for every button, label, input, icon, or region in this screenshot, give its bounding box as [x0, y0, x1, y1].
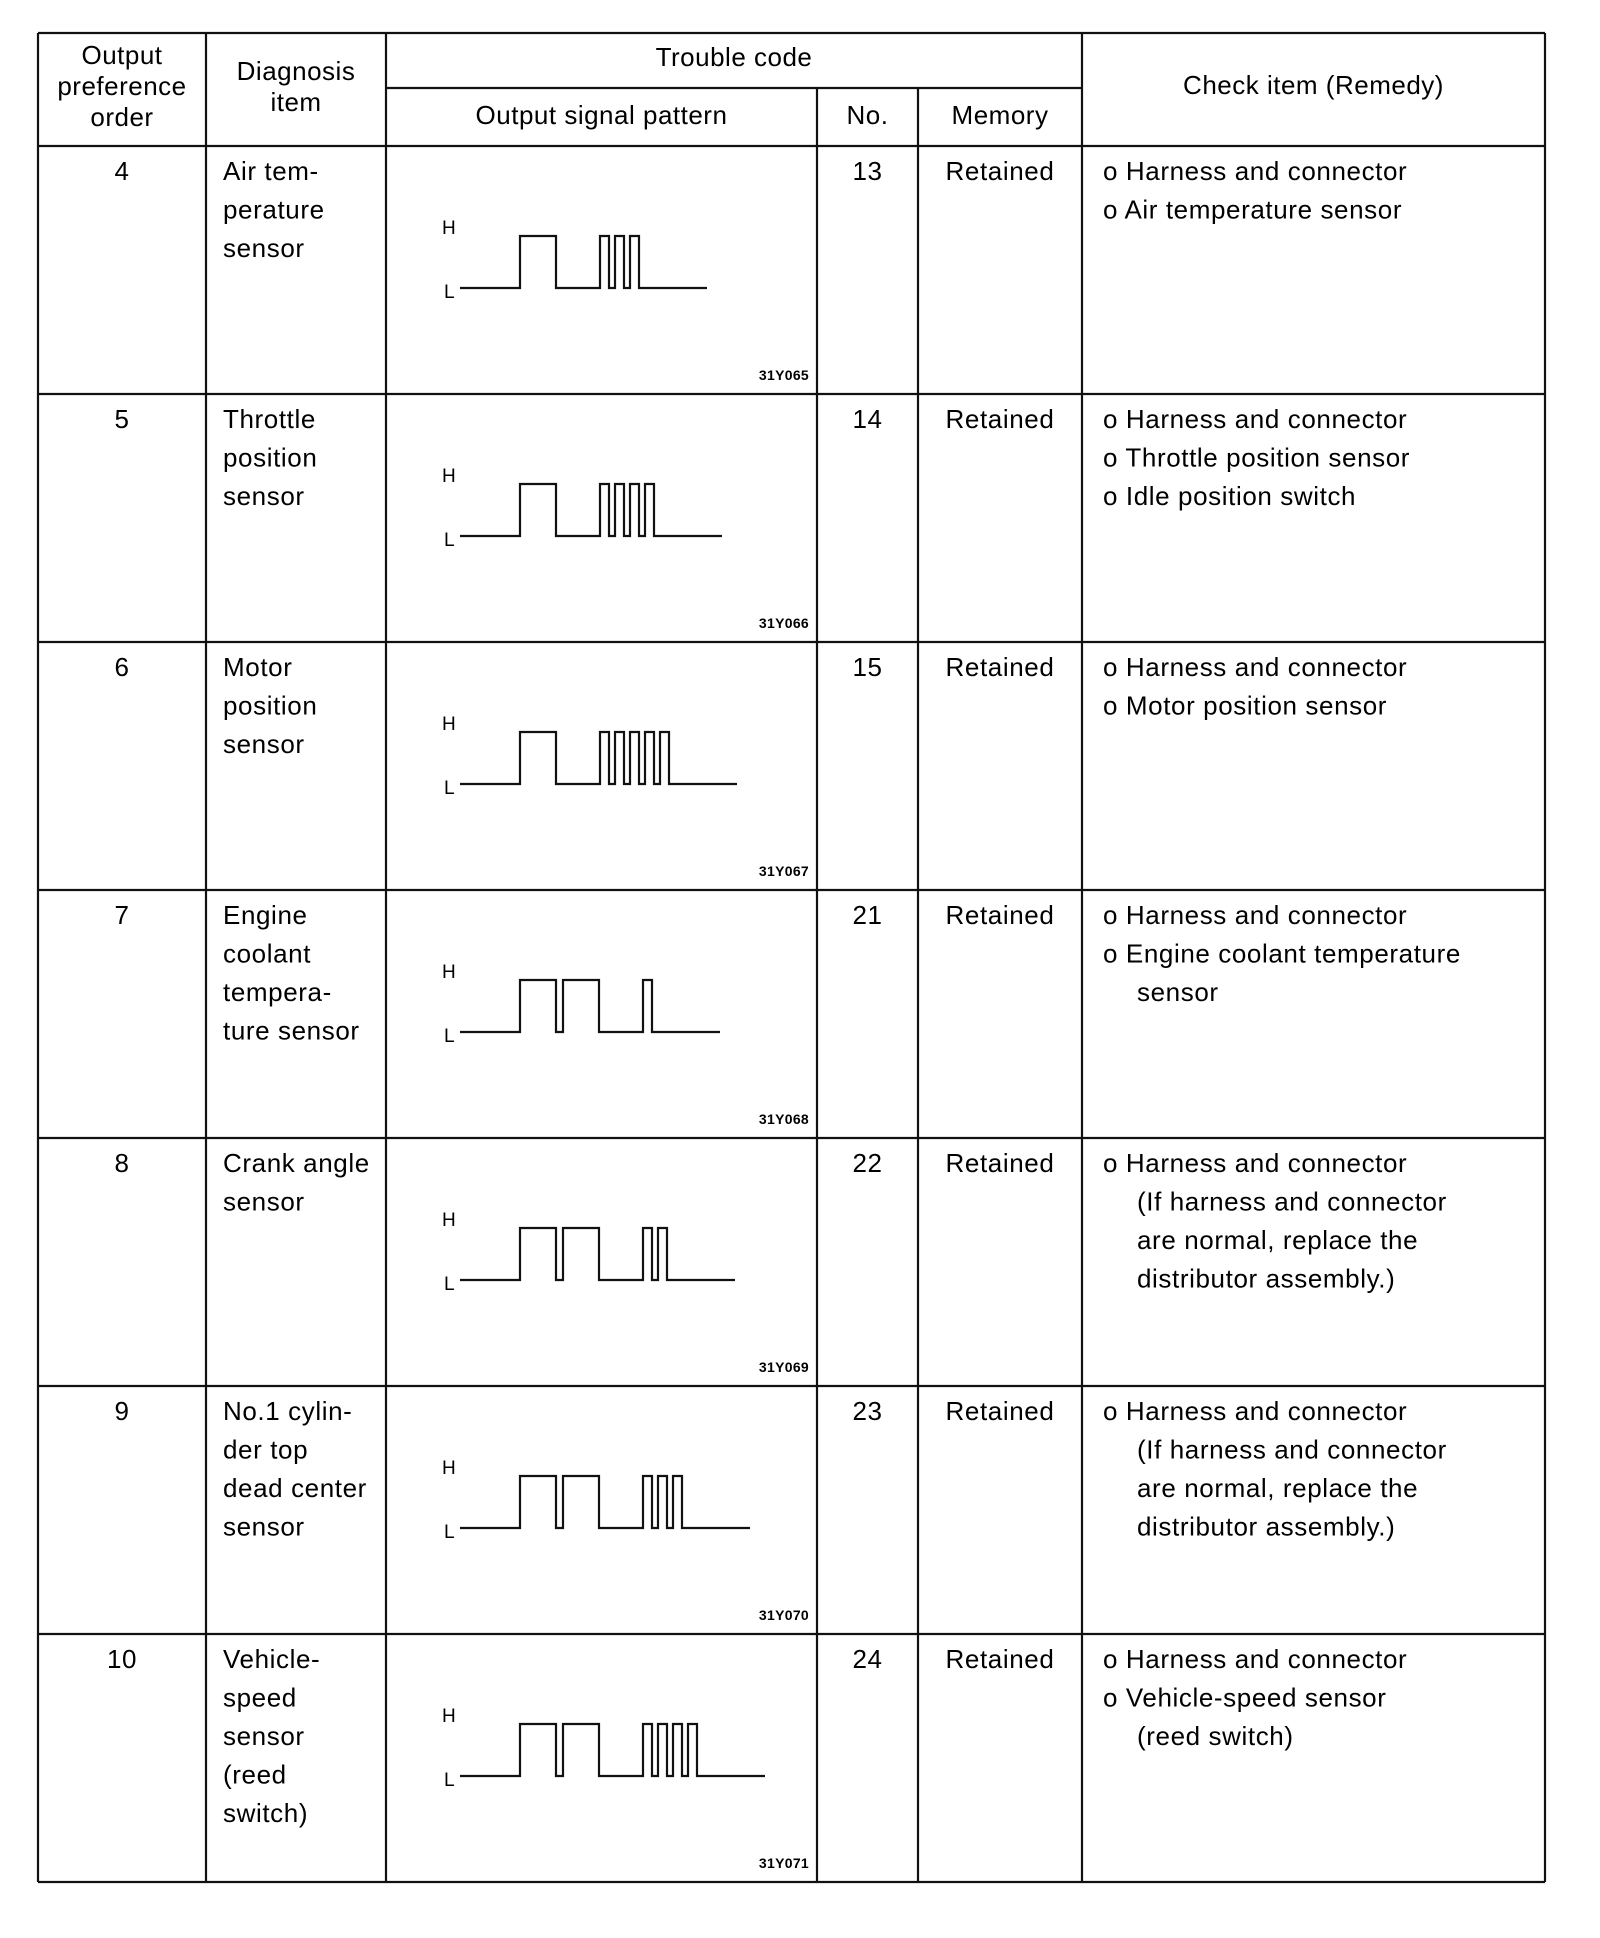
diagnosis-item-line: (reed	[223, 1759, 287, 1790]
output-signal-pattern	[442, 1458, 809, 1623]
header-output-order: Output	[81, 40, 163, 70]
check-item-line: are normal, replace the	[1137, 1473, 1419, 1503]
diagnosis-item-line: sensor	[223, 1186, 305, 1217]
check-item-line: o Motor position sensor	[1103, 690, 1388, 721]
memory-status: Retained	[945, 1396, 1055, 1426]
output-signal-pattern	[442, 1706, 809, 1871]
check-item-line: o Idle position switch	[1103, 481, 1357, 511]
diagnosis-item-line: Air tem-	[223, 156, 319, 186]
diagnosis-item-line: Vehicle-	[223, 1644, 321, 1674]
trouble-code-number: 21	[852, 900, 883, 930]
check-item-line: o Harness and connector	[1103, 1644, 1408, 1674]
signal-low-label: L	[444, 1522, 455, 1543]
check-item-line: o Air temperature sensor	[1103, 194, 1403, 225]
diagnosis-item-line: tempera-	[223, 977, 332, 1007]
trouble-code-number: 22	[852, 1148, 883, 1178]
signal-low-label: L	[444, 1274, 455, 1295]
diagnosis-item-line: sensor	[223, 1511, 305, 1542]
check-item-line: (reed switch)	[1137, 1721, 1294, 1751]
signal-high-label: H	[442, 714, 456, 735]
table-row	[114, 1148, 1446, 1375]
signal-low-label: L	[444, 530, 455, 551]
check-item-line: o Harness and connector	[1103, 1396, 1408, 1426]
figure-code: 31Y067	[758, 863, 809, 879]
figure-code: 31Y065	[758, 367, 809, 383]
diagnosis-item-line: position	[223, 690, 318, 721]
header-check-item: Check item (Remedy)	[1183, 70, 1444, 100]
signal-low-label: L	[444, 282, 455, 303]
check-item-line: (If harness and connector	[1137, 1434, 1447, 1465]
memory-status: Retained	[945, 156, 1055, 186]
diagnosis-item-line: sensor	[223, 1721, 305, 1751]
diagnosis-item-line: der top	[223, 1434, 309, 1465]
signal-waveform	[460, 1476, 750, 1528]
check-item-line: o Engine coolant temperature	[1103, 938, 1461, 969]
signal-low-label: L	[444, 1026, 455, 1047]
check-item-line: o Vehicle-speed sensor	[1103, 1682, 1387, 1713]
diagnosis-item-line: Crank angle	[223, 1148, 370, 1178]
header-output-order: preference	[57, 71, 187, 101]
check-item-line: are normal, replace the	[1137, 1225, 1419, 1255]
check-item-line: o Harness and connector	[1103, 900, 1408, 930]
signal-high-label: H	[442, 1458, 456, 1479]
header-trouble-code: Trouble code	[655, 42, 813, 72]
output-order-value: 9	[114, 1396, 130, 1426]
table-header	[57, 40, 1444, 132]
output-order-value: 5	[114, 404, 130, 434]
figure-code: 31Y070	[758, 1607, 809, 1623]
diagnosis-item-line: Throttle	[223, 404, 316, 434]
signal-low-label: L	[444, 778, 455, 799]
diagnosis-item-line: position	[223, 442, 318, 473]
diagnosis-item-line: Motor	[223, 652, 293, 682]
diagnosis-item-line: Engine	[223, 900, 308, 930]
signal-waveform	[460, 484, 722, 536]
check-item-line: o Harness and connector	[1103, 1148, 1408, 1178]
signal-waveform	[460, 732, 737, 784]
signal-waveform	[460, 980, 720, 1032]
diagnosis-item-line: dead center	[223, 1473, 367, 1503]
table-row	[114, 404, 1410, 631]
memory-status: Retained	[945, 652, 1055, 682]
trouble-code-number: 23	[852, 1396, 883, 1426]
header-diagnosis-item: Diagnosis	[236, 56, 356, 86]
signal-waveform	[460, 1228, 735, 1280]
diagnosis-item-line: sensor	[223, 481, 305, 511]
memory-status: Retained	[945, 1644, 1055, 1674]
check-item-line: o Throttle position sensor	[1103, 442, 1411, 473]
output-order-value: 6	[114, 652, 130, 682]
memory-status: Retained	[945, 1148, 1055, 1178]
trouble-code-number: 13	[852, 156, 883, 186]
output-signal-pattern	[442, 218, 809, 383]
header-output-signal-pattern: Output signal pattern	[475, 100, 728, 130]
signal-high-label: H	[442, 962, 456, 983]
diagnosis-item-line: coolant	[223, 938, 312, 969]
signal-low-label: L	[444, 1770, 455, 1791]
diagnosis-item-line: speed	[223, 1682, 297, 1713]
diagnosis-item-line: sensor	[223, 233, 305, 263]
figure-code: 31Y069	[758, 1359, 809, 1375]
table-row	[114, 1396, 1446, 1623]
check-item-line: (If harness and connector	[1137, 1186, 1447, 1217]
diagnosis-item-line: perature	[223, 194, 325, 225]
memory-status: Retained	[945, 900, 1055, 930]
check-item-line: o Harness and connector	[1103, 404, 1408, 434]
trouble-code-number: 15	[852, 652, 883, 682]
signal-high-label: H	[442, 1706, 456, 1727]
diagnosis-item-line: sensor	[223, 729, 305, 759]
diagnosis-item-line: ture sensor	[223, 1015, 360, 1046]
output-order-value: 4	[114, 156, 130, 186]
signal-waveform	[460, 1724, 765, 1776]
check-item-line: sensor	[1137, 977, 1219, 1007]
output-signal-pattern	[442, 466, 809, 631]
signal-waveform	[460, 236, 707, 288]
signal-high-label: H	[442, 1210, 456, 1231]
table-row	[114, 900, 1460, 1127]
check-item-line: distributor assembly.)	[1137, 1263, 1396, 1294]
figure-code: 31Y068	[758, 1111, 809, 1127]
table-body	[107, 156, 1461, 1871]
memory-status: Retained	[945, 404, 1055, 434]
trouble-code-number: 24	[852, 1644, 883, 1674]
figure-code: 31Y066	[758, 615, 809, 631]
output-signal-pattern	[442, 962, 809, 1127]
output-order-value: 8	[114, 1148, 130, 1178]
header-diagnosis-item: item	[270, 87, 322, 117]
output-order-value: 7	[114, 900, 130, 930]
header-memory: Memory	[951, 100, 1049, 130]
table-row	[107, 1644, 1407, 1871]
table-row	[114, 652, 1407, 879]
header-output-order: order	[90, 102, 154, 132]
check-item-line: o Harness and connector	[1103, 652, 1408, 682]
trouble-code-number: 14	[852, 404, 883, 434]
header-code-number: No.	[846, 100, 889, 130]
check-item-line: o Harness and connector	[1103, 156, 1408, 186]
check-item-line: distributor assembly.)	[1137, 1511, 1396, 1542]
figure-code: 31Y071	[758, 1855, 809, 1871]
signal-high-label: H	[442, 466, 456, 487]
signal-high-label: H	[442, 218, 456, 239]
output-order-value: 10	[106, 1644, 138, 1674]
output-signal-pattern	[442, 714, 809, 879]
output-signal-pattern	[442, 1210, 809, 1375]
diagnosis-item-line: No.1 cylin-	[223, 1396, 353, 1426]
table-row	[114, 156, 1407, 383]
diagnosis-item-line: switch)	[223, 1798, 309, 1828]
